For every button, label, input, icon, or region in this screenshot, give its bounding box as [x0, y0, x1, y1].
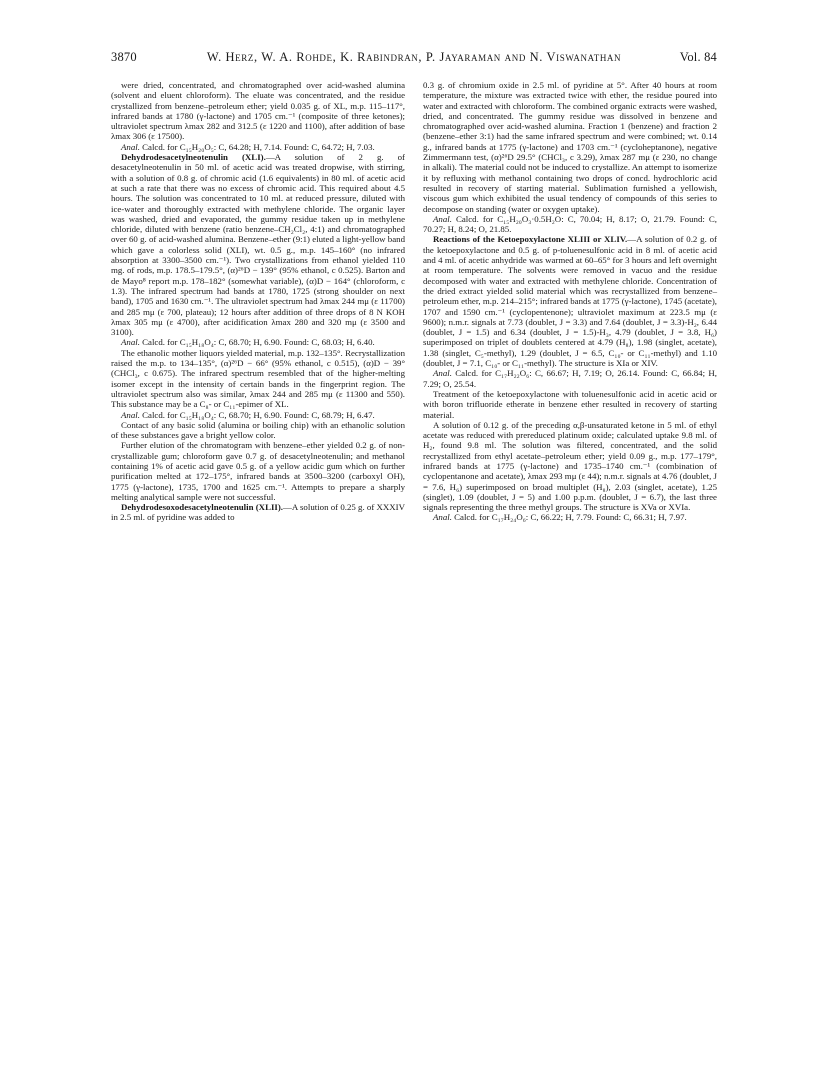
paragraph	[111, 420, 405, 441]
paragraph-text: Treatment of the ketoepoxylactone with toluenesulfonic acid in acetic acid or with boron trifluoride etherate in benzene ether resulted in recovery of starting material.	[423, 388, 717, 420]
paragraph-text: —A solution of 0.2 g. of the ketoepoxylactone and 0.5 g. of p-toluenesulfonic acid in 8 ml. of acetic acid and 4 ml. of acetic anhydride was warmed at 60–65° for 3 hours and left overnight at room temperature. The solvents were removed in vacuo and the residue decomposed with water and extracted with methylene chloride. Concentration of the dried extract yielded solid material which was recrystallized from benzene–petroleum ether, m.p. 214–215°; infrared bands at 1775 (γ-lactone), 1745 (acetate), 1707 and 1590 cm.⁻¹ (cyclopentenone); ultraviolet maximum at 223.5 mμ (ε 9600); n.m.r. signals at 7.73 (doublet, J = 3.3) and 7.64 (doublet, J = 3.3)-H₂, 6.44 (doublet, J = 1.5) and 6.34 (doublet, J = 1.5)-H₃, 4.79 (doublet, J = 3.8, H₆) superimposed on triplet of doublets centered at 4.79 (H₈), 1.98 (singlet, acetate), 1.38 (singlet, C₅-methyl), 1.29 (doublet, J = 6.5, C₁₀- or C₁₁-methyl) and 1.10 (doublet, J = 7.1, C₁₀- or C₁₁-methyl). The structure is XIa or XIV.	[423, 234, 717, 369]
analysis-values: Calcd. for C₁₅H₂₀O₃·0.5H₂O: C, 70.04; H, 8.17; O, 21.79. Found: C, 70.27; H, 8.24; O, 21.85.	[423, 213, 717, 235]
paragraph-text: —A solution of 2 g. of desacetylneotenulin in 50 ml. of acetic acid was treated dropwise, with stirring, with a solution of 0.8 g. of chromic acid (1.6 equivalents) in 80 ml. of acetic acid at such a rate that there was no excess of chromic acid. This required about 4.5 hours. The solution was concentrated to 10 ml. at reduced pressure, diluted with ice-water and thoroughly extracted with methylene chloride. The organic layer was washed, dried and evaporated, the gummy residue taken up in methylene chloride, diluted with benzene (ratio benzene–CH₂Cl₂, 4:1) and chromatographed over 60 g. of acid-washed alumina. Benzene–ether (9:1) eluted a light-yellow band which gave a colorless solid (XLI), wt. 0.5 g., m.p. 145–160° (no infrared absorption at 3300–3500 cm.⁻¹). Two crystallizations from ethanol yielded 110 mg. of rods, m.p. 178.5–179.5°, (α)²⁶D − 139° (95% ethanol, c 0.525). Barton and de Mayo⁸ report m.p. 178–182° (somewhat variable), (α)D − 164° (chloroform, c 1.3). The infrared spectrum had bands at 1780, 1725 (strong shoulder on next band), 1705 and 1630 cm.⁻¹. The ultraviolet spectrum had λmax 244 mμ (ε 11700) and 285 mμ (ε 700, plateau); 12 hours after addition of three drops of 8 N KOH λmax 305 mμ (ε 4700), after acidification λmax 280 and 320 mμ (ε 3500 and 3100).	[111, 152, 405, 338]
analysis-label: Anal.	[433, 512, 452, 523]
paragraph	[423, 389, 717, 420]
analysis-line	[111, 410, 405, 420]
paragraph-text: were dried, concentrated, and chromatographed over acid-washed alumina (solvent and eluent chloroform). The eluate was concentrated, and the residue crystallized from benzene–petroleum ether; yield 0.035 g. of XL, m.p. 115–117°, infrared bands at 1780 (γ-lactone) and 1705 cm.⁻¹ (composite of three ketones); ultraviolet spectrum λmax 282 and 312.5 (ε 1220 and 1100), after addition of base λmax 306 (ε 17500).	[111, 80, 405, 142]
section-paragraph	[111, 152, 405, 337]
paragraph	[111, 80, 405, 142]
analysis-line	[423, 512, 717, 522]
analysis-values: Calcd. for C₁₇H₂₂O₆: C, 66.67; H, 7.19; O, 26.14. Found: C, 66.84; H, 7.29; O, 25.54.	[423, 368, 717, 389]
page-number: 3870	[111, 50, 137, 64]
paragraph-text: Further elution of the chromatogram with benzene–ether yielded 0.2 g. of non-crystallizable gum; chloroform gave 0.7 g. of desacetylneotenulin; and methanol containing 1% of acetic acid gave 0.5 g. of a yellow acidic gum which on further purification melted at 172–175°, infrared bands at 3500–3200 (carboxyl OH), 1775 (γ-lactone), 1735, 1700 and 1625 cm.⁻¹. Attempts to prepare a sharply melting analytical sample were not successful.	[111, 440, 405, 502]
analysis-line	[423, 368, 717, 389]
analysis-line	[423, 214, 717, 235]
paragraph	[111, 348, 405, 410]
analysis-label: Anal.	[433, 213, 452, 224]
paragraph-text: The ethanolic mother liquors yielded material, m.p. 132–135°. Recrystallization raised the m.p. to 134–135°, (α)²⁶D − 66° (95% ethanol, c 0.515), (α)D − 39° (CHCl₃, c 0.675). The infrared spectrum resembled that of the higher-melting isomer except in the intensity of certain bands in the fingerprint region. The ultraviolet spectrum also was similar, λmax 244 and 285 mμ (ε 11300 and 550). This substance may be a C₈- or C₁₁-epimer of XL.	[111, 347, 405, 410]
paragraph-text: 0.3 g. of chromium oxide in 2.5 ml. of pyridine at 5°. After 40 hours at room temperature, the mixture was extracted twice with ether, the residue poured into water and extracted with chloroform. The combined organic extracts were washed, dried, and concentrated. The gummy residue was dissolved in benzene and chromatographed over acid-washed alumina. Fraction 1 (benzene) and fraction 2 (benzene–ether 3:1) had the same infrared spectrum and were combined; wt. 0.14 g., infrared bands at 1775 (γ-lactone) and 1703 cm.⁻¹ (cycloheptanone), negative Zimmermann test, (α)²⁶D 29.5° (CHCl₃, c 3.29), λmax 287 mμ (ε 230, no change in alkali). The material could not be induced to crystallize. An attempt to isomerize it by refluxing with methanol containing two drops of concd. hydrochloric acid resulted in recovery of starting material. Sublimation furnished a yellowish, viscous gum which exhibited the usual tendency of compounds of this series to decompose on standing (water or oxygen uptake).	[423, 80, 717, 214]
left-column	[111, 80, 405, 523]
analysis-label: Anal.	[433, 368, 452, 379]
section-paragraph	[423, 234, 717, 368]
analysis-values: Calcd. for C₁₅H₁₈O₄: C, 68.70; H, 6.90. Found: C, 68.03; H, 6.40.	[139, 337, 375, 348]
analysis-values: Calcd. for C₁₅H₁₈O₄: C, 68.70; H, 6.90. Found: C, 68.79; H, 6.47.	[139, 409, 375, 420]
paragraph-text: —A solution of 0.25 g. of XXXIV in 2.5 ml. of pyridine was added to	[111, 502, 406, 523]
analysis-line	[111, 142, 405, 152]
paragraph-text: Contact of any basic solid (alumina or boiling chip) with an ethanolic solution of these substances gave a bright yellow color.	[111, 419, 405, 441]
analysis-line	[111, 337, 405, 347]
section-paragraph	[111, 502, 405, 523]
analysis-label: Anal.	[121, 337, 140, 348]
paragraph	[111, 440, 405, 502]
analysis-values: Calcd. for C₁₅H₂₀O₅: C, 64.28; H, 7.14. Found: C, 64.72; H, 7.03.	[139, 141, 375, 152]
paragraph	[423, 80, 717, 214]
section-heading: Dehydrodesacetylneotenulin (XLI).	[121, 152, 266, 163]
section-heading: Reactions of the Ketoepoxylactone XLIII or XLIV.	[433, 234, 628, 245]
paragraph	[423, 420, 717, 513]
analysis-values: Calcd. for C₁₇H₂₄O₆: C, 66.22; H, 7.79. Found: C, 66.31; H, 7.97.	[451, 512, 687, 523]
analysis-label: Anal.	[121, 141, 140, 152]
paragraph-text: A solution of 0.12 g. of the preceding α,β-unsaturated ketone in 5 ml. of ethyl acetate was reduced with prereduced platinum oxide; calculated uptake 9.8 ml. of H₂, found 9.8 ml. The solution was filtered, concentrated, and the solid recrystallized from ethyl acetate–petroleum ether; yield 0.09 g., m.p. 177–179°, infrared bands at 1775 (γ-lactone) and 1735–1740 cm.⁻¹ (combination of cyclopentanone and acetate), λmax 293 mμ (ε 44); n.m.r. signals at 4.76 (doublet, J = 7.6, H₆) superimposed on broad multiplet (H₈), 2.03 (singlet, acetate), 1.25 (singlet), 1.09 (doublet, J = 5) and 1.00 p.p.m. (doublet, J = 6.7), the last three signals representing the three methyl groups. The structure is XVa or XVIa.	[423, 419, 717, 513]
running-header	[111, 50, 717, 66]
section-heading: Dehydrodesoxodesacetylneotenulin (XLII).	[121, 502, 284, 513]
volume-label: Vol. 84	[679, 50, 717, 64]
running-head-authors: W. Herz, W. A. Rohde, K. Rabindran, P. Jayaraman and N. Viswanathan	[206, 50, 622, 64]
right-column	[423, 80, 717, 523]
analysis-label: Anal.	[121, 409, 140, 420]
